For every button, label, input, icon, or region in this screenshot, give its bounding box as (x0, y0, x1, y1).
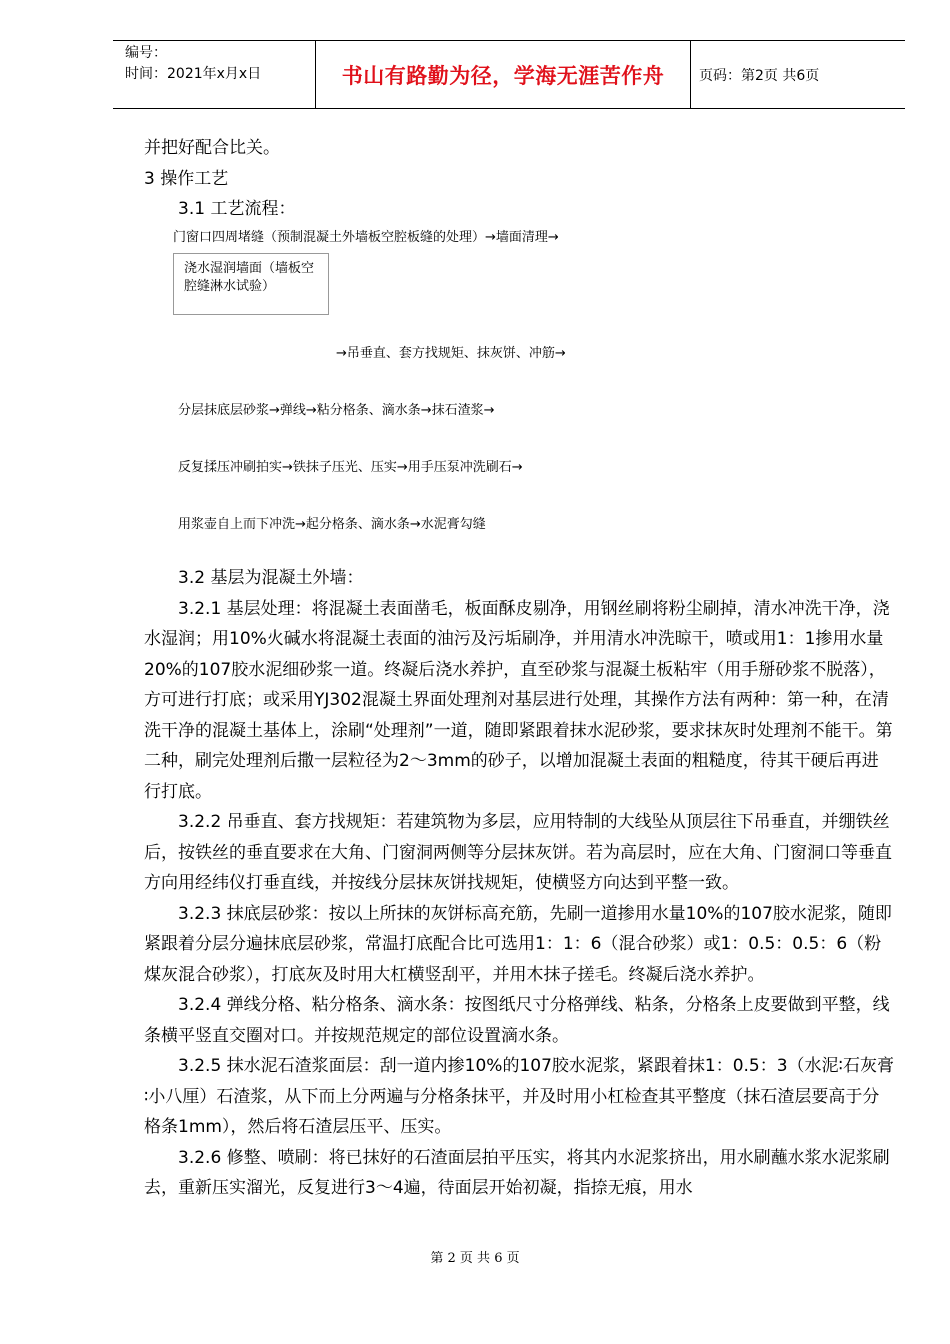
header-meta (125, 43, 261, 85)
section-3-2 (144, 563, 894, 1204)
header-page-info: 页码：第2页 共6页 (699, 67, 820, 84)
flow-box-wetting: 浇水湿润墙面（墙板空腔缝淋水试验） (173, 253, 329, 315)
document-number: 编号： (125, 45, 167, 61)
page-footer: 第 2 页 共 6 页 (430, 1251, 520, 1266)
paragraph-3-2-6: 3.2.6 修整、喷刷：将已抹好的石渣面层拍平压实，将其内水泥浆挤出，用水刷蘸水浆水泥浆刷去，重新压实溜光，反复进行3～4遍，待面层开始初凝，指捺无痕，用水 (144, 1147, 890, 1198)
page-header (113, 40, 905, 109)
flow-step-2: →吊垂直、套方找规矩、抹灰饼、冲筋→ (336, 346, 566, 361)
paragraph-3-2-2: 3.2.2 吊垂直、套方找规矩：若建筑物为多层，应用特制的大线坠从顶层往下吊垂直，并绷铁丝后，按铁丝的垂直要求在大角、门窗洞两侧等分层抹灰饼。若为高层时，应在大角、门窗洞口等垂直方向用经纬仪打垂直线，并按线分层抹灰饼找规矩，使横竖方向达到平整一致。 (144, 812, 892, 893)
paragraph-3-2-1: 3.2.1 基层处理：将混凝土表面凿毛，板面酥皮剔净，用钢丝刷将粉尘刷掉，清水冲洗干净，浇水湿润；用10%火碱水将混凝土表面的油污及污垢刷净，并用清水冲洗晾干，喷或用1：1掺用水量20%的107胶水泥细砂浆一道。终凝后浇水养护，直至砂浆与混凝土板粘牢（用手掰砂浆不脱落），方可进行打底；或采用YJ302混凝土界面处理剂对基层进行处理，其操作方法有两种：第一种，在清洗干净的混凝土基体上，涂刷“处理剂”一道，随即紧跟着抹水泥砂浆，要求抹灰时处理剂不能干。第二种，刷完处理剂后撒一层粒径为2～3mm的砂子，以增加混凝土表面的粗糙度，待其干硬后再进行打底。 (144, 598, 893, 802)
paragraph-3-2-5: 3.2.5 抹水泥石渣浆面层：刮一道内掺10%的107胶水泥浆，紧跟着抹1：0.5：3（水泥∶石灰膏∶小八厘）石渣浆，从下而上分两遍与分格条抹平，并及时用小杠检查其平整度（抹石渣层要高于分格条1mm），然后将石渣层压平、压实。 (144, 1056, 894, 1137)
section-3-heading: 3 操作工艺 (144, 168, 229, 189)
flow-step-5: 用浆壶自上而下冲洗→起分格条、滴水条→水泥膏勾缝 (178, 517, 486, 532)
paragraph-3-2-3: 3.2.3 抹底层砂浆：按以上所抹的灰饼标高充筋，先刷一道掺用水量10%的107胶水泥浆，随即紧跟着分层分遍抹底层砂浆，常温打底配合比可选用1：1：6（混合砂浆）或1：0.5：0.5：6（粉煤灰混合砂浆），打底灰及时用大杠横竖刮平，并用木抹子搓毛。终凝后浇水养护。 (144, 903, 892, 985)
header-motto: 书山有路勤为径，学海无涯苦作舟 (315, 41, 691, 108)
section-3-1-heading: 3.1 工艺流程： (178, 199, 296, 219)
document-date: 时间：2021年x月x日 (125, 66, 262, 82)
flow-step-1: 门窗口四周堵缝（预制混凝土外墙板空腔板缝的处理）→墙面清理→ (173, 230, 559, 245)
paragraph-3-2-4: 3.2.4 弹线分格、粘分格条、滴水条：按图纸尺寸分格弹线、粘条，分格条上皮要做到平整，线条横平竖直交圈对口。并按规范规定的部位设置滴水条。 (144, 995, 890, 1046)
flow-step-3: 分层抹底层砂浆→弹线→粘分格条、滴水条→抹石渣浆→ (178, 403, 495, 418)
intro-block (144, 133, 894, 225)
section-3-2-heading: 3.2 基层为混凝土外墙： (178, 568, 364, 588)
intro-line: 并把好配合比关。 (144, 138, 280, 158)
flow-step-4: 反复揉压冲刷拍实→铁抹子压光、压实→用手压泵冲洗刷石→ (178, 460, 523, 475)
